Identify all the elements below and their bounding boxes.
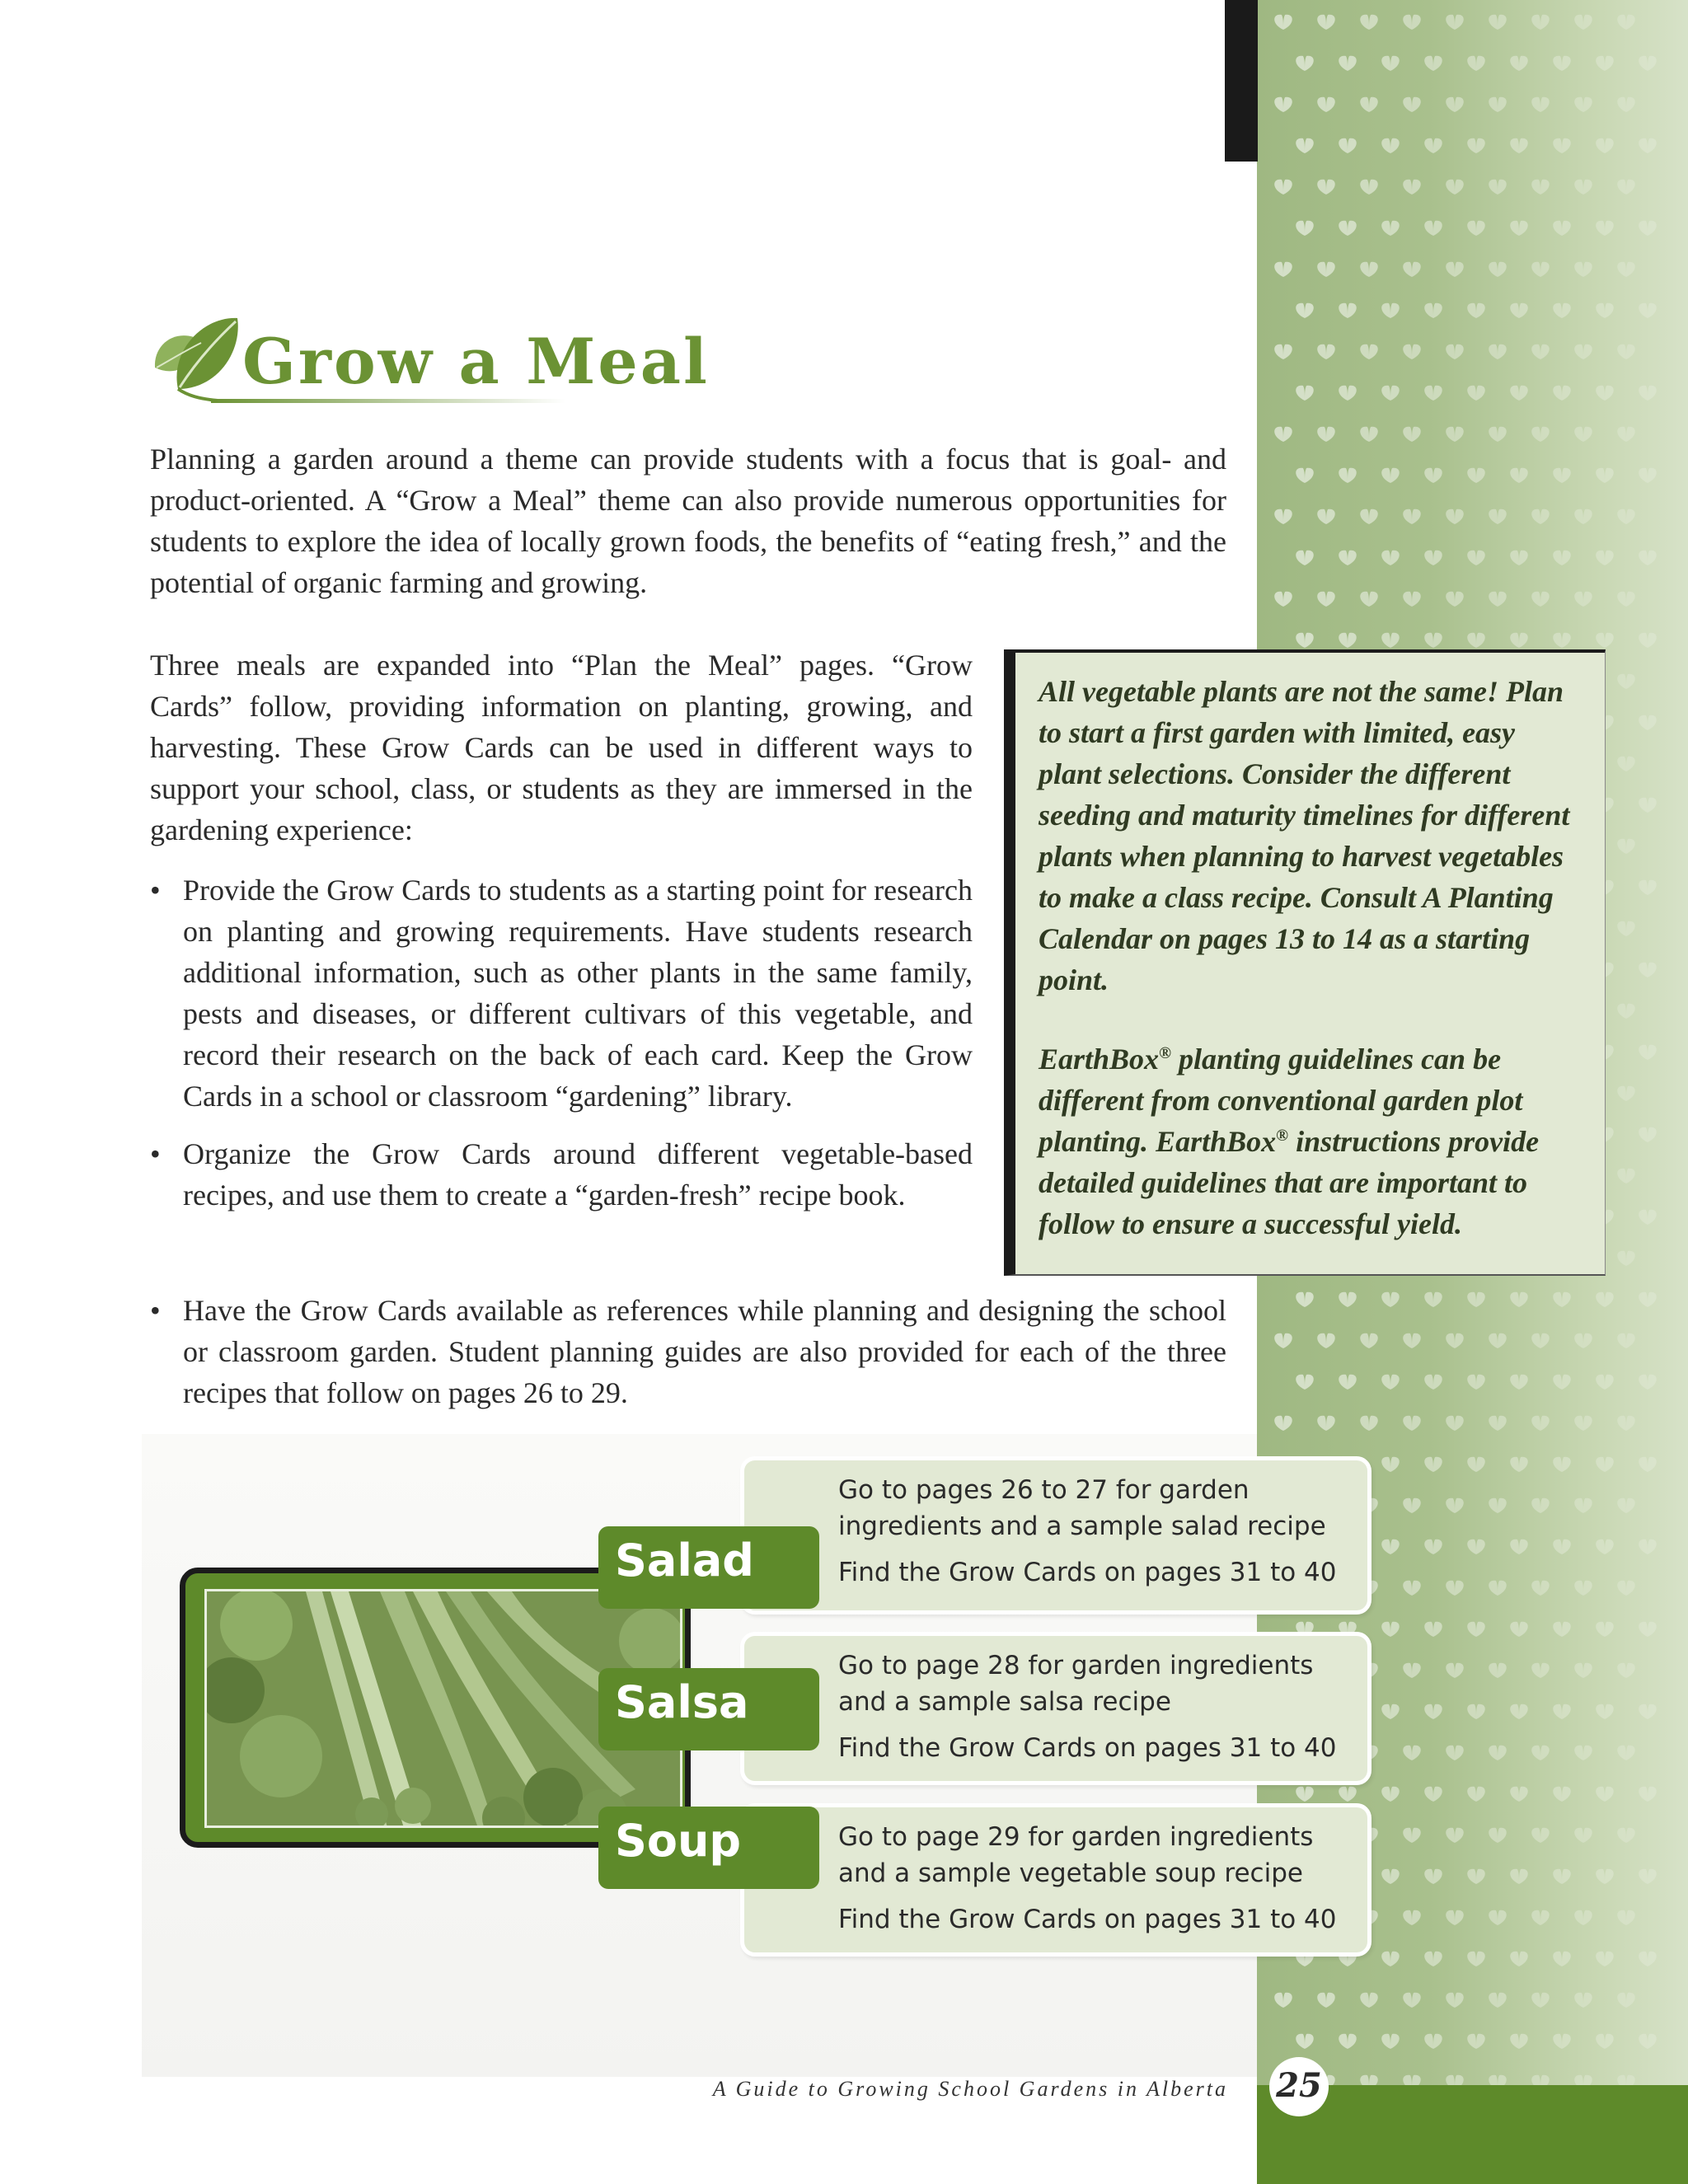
title-block [145, 310, 722, 409]
page-title: Grow a Meal [242, 325, 710, 398]
salsa-grow-cards-pages: Find the Grow Cards on pages 31 to 40 [838, 1733, 1337, 1763]
salad-grow-cards-pages: Find the Grow Cards on pages 31 to 40 [838, 1558, 1337, 1587]
page-number: 25 [1269, 2057, 1329, 2116]
soup-info-box [740, 1803, 1372, 1957]
bullet-marker: • [150, 1137, 161, 1170]
bullet-marker: • [150, 874, 161, 907]
bullet-text: Organize the Grow Cards around different vegetable-based recipes, and use them to create a “garden-fresh” recipe book. [183, 1137, 973, 1212]
salad-label-tab: Salad [598, 1526, 819, 1609]
footer-guide-title: A Guide to Growing School Gardens in Alberta [712, 2077, 1228, 2101]
callout-paragraph-1: All vegetable plants are not the same! Plan to start a first garden with limited, easy plant selections. Consider the different seeding and maturity timelines for different plants when planning to harvest vegetables to make a class recipe. Consult A Planting Calendar on pages 13 to 14 as a starting point. [1039, 675, 1570, 996]
bullet-marker: • [150, 1294, 161, 1327]
brand-name: EarthBox [1156, 1125, 1277, 1158]
salad-recipe-pages: Go to pages 26 to 27 for garden ingredients and a sample salad recipe [838, 1475, 1326, 1541]
salsa-recipe-pages: Go to page 28 for garden ingredients and a sample salsa recipe [838, 1651, 1314, 1717]
bullet-text: Have the Grow Cards available as references while planning and designing the school or classroom garden. Student planning guides are also provided for each of the three recipes that follow on pages 26 to 29. [183, 1294, 1226, 1409]
black-tab-bar [1225, 0, 1258, 162]
bullet-item [150, 869, 973, 1117]
leaf-icon [145, 310, 252, 409]
title-underline [211, 399, 565, 403]
brand-name: EarthBox [1039, 1043, 1160, 1076]
bullet-item [150, 1290, 1226, 1413]
salad-info-box [740, 1456, 1372, 1615]
soup-label-tab: Soup [598, 1807, 819, 1889]
registered-mark: ® [1276, 1127, 1289, 1145]
registered-mark: ® [1159, 1044, 1172, 1062]
soup-grow-cards-pages: Find the Grow Cards on pages 31 to 40 [838, 1905, 1337, 1934]
intro-paragraph: Planning a garden around a theme can provide students with a focus that is goal- and product-oriented. A “Grow a Meal” theme can also provide numerous opportunities for students to explore the idea of locally grown foods, the benefits of “eating fresh,” and the potential of organic farming and growing. [150, 443, 1226, 599]
soup-recipe-pages: Go to page 29 for garden ingredients and a sample vegetable soup recipe [838, 1822, 1314, 1888]
salsa-info-box [740, 1632, 1372, 1785]
callout-text: instructions provide detailed guidelines that are important to follow to ensure a successful yield. [1039, 1125, 1540, 1240]
bullet-text: Provide the Grow Cards to students as a starting point for research on planting and growing requirements. Have students research additional information, such as other plants in the same family, pests and diseases, or different cultivars of this vegetable, and record their research on the back of each card. Keep the Grow Cards in a school or classroom “gardening” library. [183, 874, 973, 1113]
bullet-item [150, 1133, 973, 1216]
bullet-list-top [150, 869, 973, 1216]
callout-paragraph-2 [1039, 1038, 1585, 1244]
bullet-list-bottom [150, 1290, 1226, 1413]
callout-text: planting guidelines can be different from conventional garden plot planting. [1039, 1043, 1523, 1158]
tip-callout-box [1004, 649, 1606, 1276]
second-paragraph: Three meals are expanded into “Plan the Meal” pages. “Grow Cards” follow, providing information on planting, growing, and harvesting. These Grow Cards can be used in different ways to support your school, class, or students as they are immersed in the gardening experience: [150, 649, 973, 846]
salsa-label-tab: Salsa [598, 1668, 819, 1750]
